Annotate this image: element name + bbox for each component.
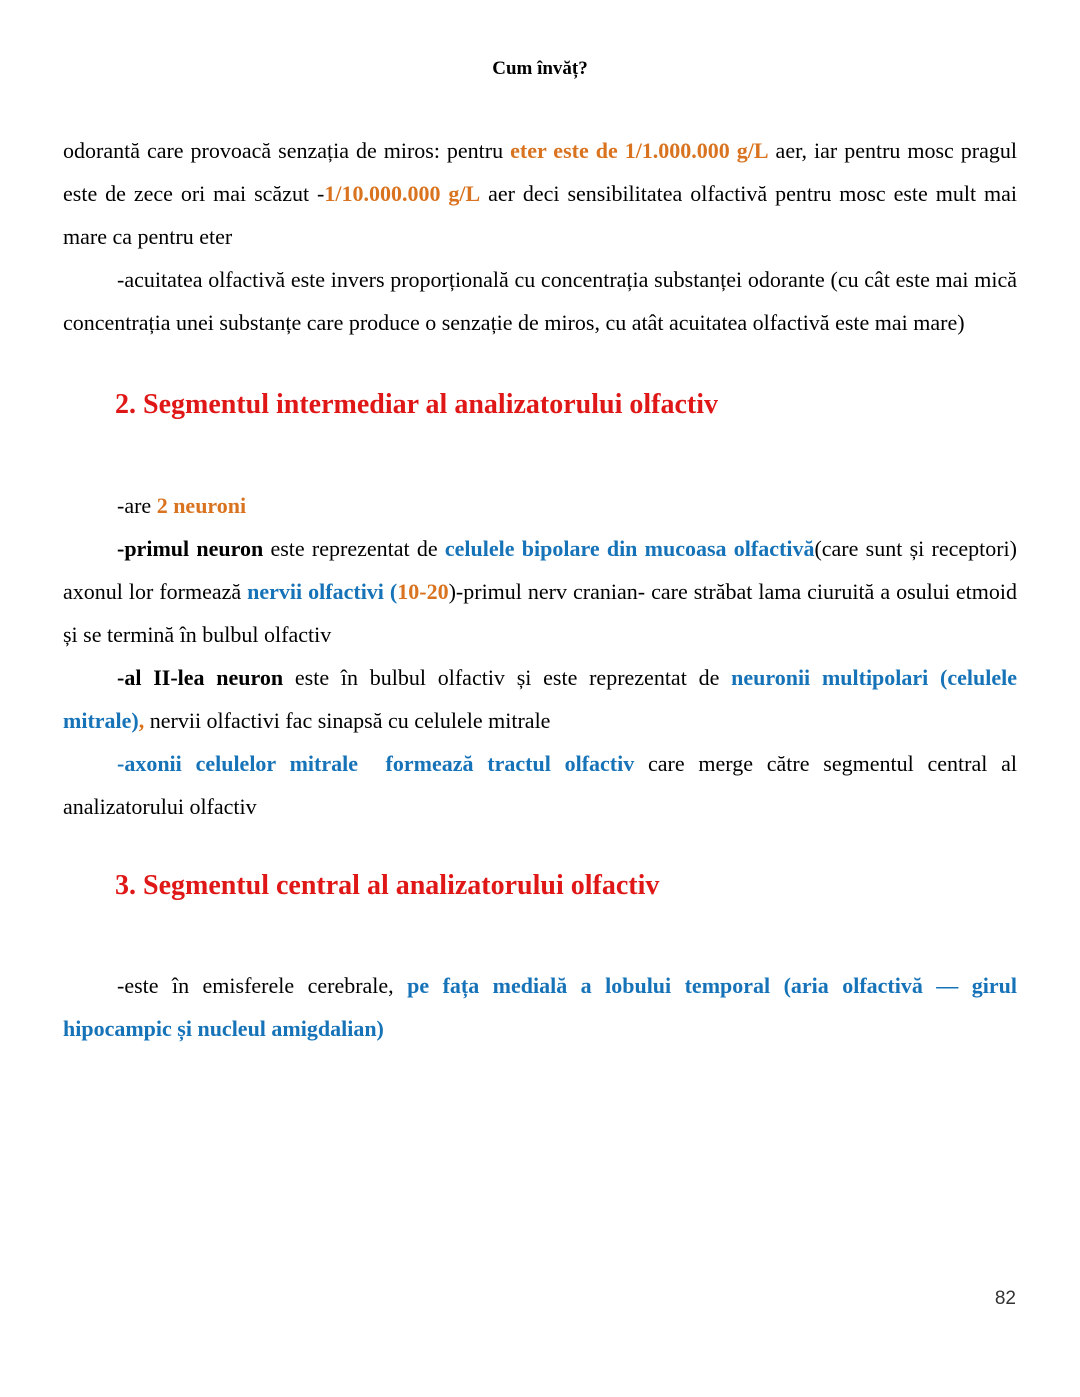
text-segment: neuronii multipolari (celulele mitrale)	[63, 665, 1017, 733]
text-segment: -primul neuron	[117, 536, 264, 561]
paragraph-central-location	[63, 964, 1017, 1050]
heading-intermediate-segment: 2. Segmentul intermediar al analizatorului olfactiv	[115, 389, 718, 420]
paragraph-mitral-axons	[63, 742, 1017, 828]
heading-central-segment: 3. Segmentul central al analizatorului olfactiv	[115, 870, 660, 901]
page-header-title: Cum învăț?	[492, 58, 588, 79]
text-segment: este reprezentat de	[263, 536, 445, 561]
text-segment: nervii olfactivi fac sinapsă cu celulele mitrale	[144, 708, 551, 733]
text-segment: -acuitatea olfactivă este invers proporțională cu concentrația substanței odorante (cu cât este mai mică concentrația unei substanțe care produce o senzație de miros, cu atât acuitatea olfactivă este mai mare)	[63, 267, 1017, 335]
text-segment: 10-20	[397, 579, 449, 604]
paragraph-neuron-count	[63, 484, 1017, 527]
text-segment: -are	[117, 493, 157, 518]
paragraph-first-neuron	[63, 527, 1017, 656]
text-segment: este în bulbul olfactiv și este reprezentat de	[283, 665, 732, 690]
text-segment: nervii olfactivi (	[247, 579, 398, 604]
text-segment: ,	[138, 708, 145, 733]
text-segment: 2 neuroni	[156, 493, 247, 518]
text-segment: eter este de 1/1.000.000 g/L	[510, 138, 769, 163]
paragraph-second-neuron	[63, 656, 1017, 742]
text-segment: (care sunt și receptori) axonul lor formează	[63, 536, 1017, 604]
text-segment: care merge către segmentul central al analizatorului olfactiv	[63, 751, 1017, 819]
text-segment: -axonii celulelor mitrale formează tractul olfactiv	[117, 751, 635, 776]
paragraph-odor-threshold	[63, 129, 1017, 258]
text-segment: )-primul nerv cranian- care străbat lama ciuruită a osului etmoid și se termină în bulbul olfactiv	[63, 579, 1017, 647]
page-number: 82	[994, 1288, 1016, 1309]
text-segment: aer deci sensibilitatea olfactivă pentru mosc este mult mai mare ca pentru eter	[63, 181, 1017, 249]
text-segment: celulele bipolare din mucoasa olfactivă	[444, 536, 815, 561]
paragraph-olfactory-acuity	[63, 258, 1017, 344]
text-segment: pe fața medială a lobului temporal (aria olfactivă — girul hipocampic și nucleul amigdalian)	[63, 973, 1017, 1041]
text-segment: odorantă care provoacă senzația de miros: pentru	[63, 138, 511, 163]
text-segment: -al II-lea neuron	[117, 665, 284, 690]
text-segment: aer, iar pentru mosc pragul este de zece ori mai scăzut -	[63, 138, 1017, 206]
text-segment: -este în emisferele cerebrale,	[117, 973, 408, 998]
text-segment: 1/10.000.000 g/L	[324, 181, 481, 206]
